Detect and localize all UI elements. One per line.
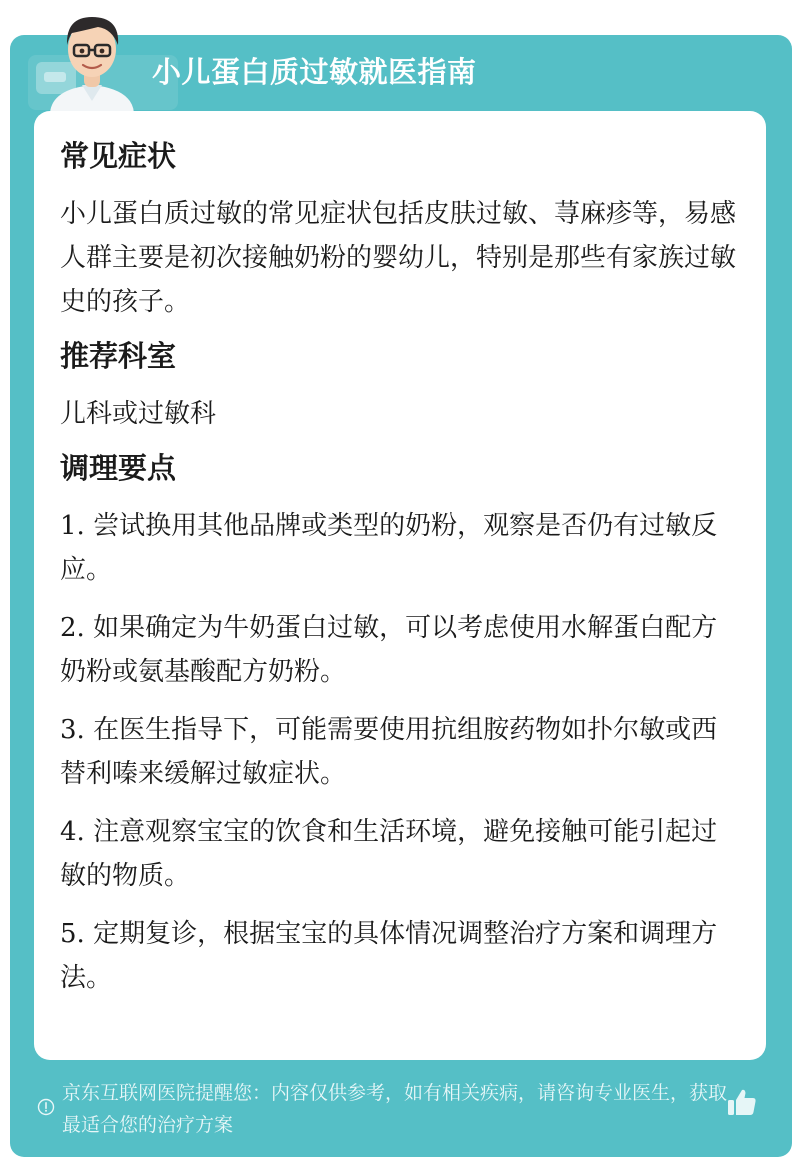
- care-item: 2. 如果确定为牛奶蛋白过敏，可以考虑使用水解蛋白配方奶粉或氨基酸配方奶粉。: [60, 613, 718, 687]
- doctor-avatar-icon: [42, 5, 142, 113]
- department-text: 儿科或过敏科: [60, 399, 217, 429]
- info-icon: [37, 1098, 55, 1116]
- care-item: 5. 定期复诊，根据宝宝的具体情况调整治疗方案和调理方法。: [60, 919, 718, 993]
- department-heading: 推荐科室: [60, 339, 177, 373]
- symptoms-heading: 常见症状: [60, 139, 177, 173]
- care-heading: 调理要点: [60, 451, 177, 485]
- care-item: 4. 注意观察宝宝的饮食和生活环境，避免接触可能引起过敏的物质。: [60, 817, 718, 891]
- footer-disclaimer: 京东互联网医院提醒您：内容仅供参考，如有相关疾病，请咨询专业医生，获取最适合您的治疗方案: [62, 1082, 728, 1136]
- thumbs-up-icon[interactable]: [726, 1086, 758, 1118]
- content-card: [34, 111, 766, 1060]
- page-title: 小儿蛋白质过敏就医指南: [152, 55, 477, 89]
- symptoms-text: 小儿蛋白质过敏的常见症状包括皮肤过敏、荨麻疹等，易感人群主要是初次接触奶粉的婴幼儿，特别是那些有家族过敏史的孩子。: [60, 199, 737, 317]
- care-item: 3. 在医生指导下，可能需要使用抗组胺药物如扑尔敏或西替利嗪来缓解过敏症状。: [60, 715, 718, 789]
- care-item: 1. 尝试换用其他品牌或类型的奶粉，观察是否仍有过敏反应。: [60, 511, 718, 585]
